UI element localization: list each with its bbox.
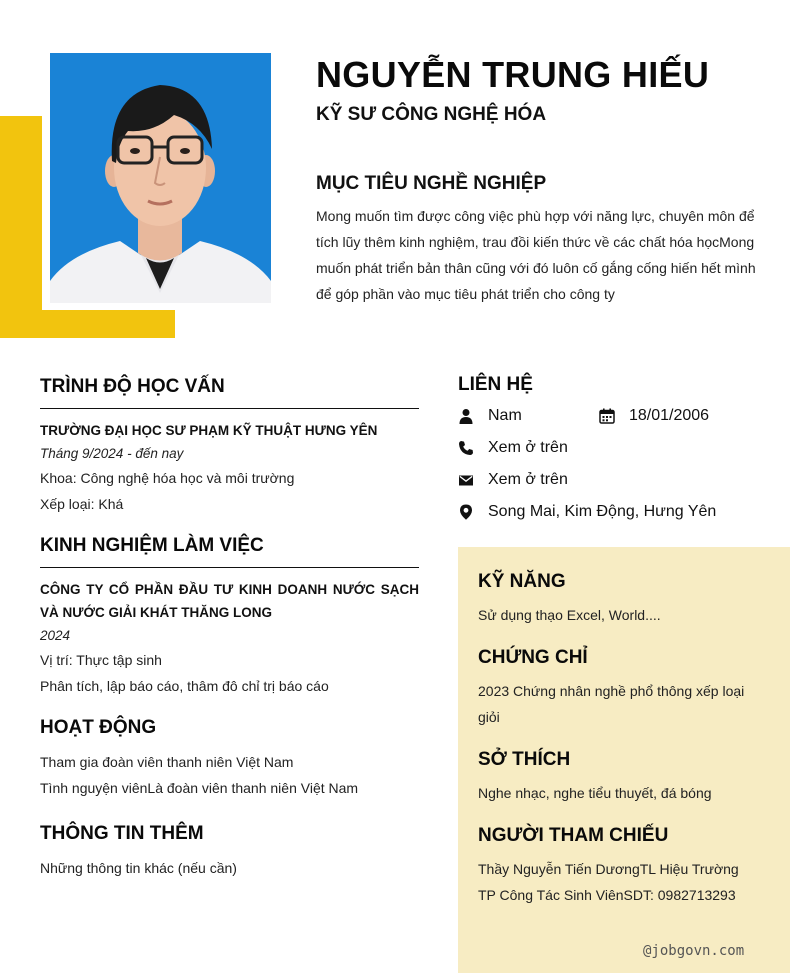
watermark: @jobgovn.com xyxy=(643,943,745,959)
gender-text: Nam xyxy=(488,407,522,424)
activities-section xyxy=(40,717,419,801)
phone-text: Xem ở trên xyxy=(488,439,568,456)
company-name: CÔNG TY CỔ PHẦN ĐẦU TƯ KINH DOANH NƯỚC SẠCH VÀ NƯỚC GIẢI KHÁT THĂNG LONG xyxy=(40,582,419,620)
contact-email xyxy=(458,469,568,491)
skills-heading: KỸ NĂNG xyxy=(478,571,566,592)
contact-birthday xyxy=(599,405,709,427)
reference-line: TP Công Tác Sinh ViênSDT: 0982713293 xyxy=(478,887,736,903)
section-divider xyxy=(40,408,419,409)
email-text: Xem ở trên xyxy=(488,471,568,488)
additional-info-section xyxy=(40,823,419,881)
skills-text: Sử dụng thạo Excel, World.... xyxy=(478,607,661,623)
person-icon xyxy=(458,408,474,424)
contact-phone xyxy=(458,437,568,459)
contact-heading: LIÊN HỆ xyxy=(458,374,533,395)
education-faculty: Khoa: Công nghệ hóa học và môi trường xyxy=(40,470,295,486)
additional-info-heading: THÔNG TIN THÊM xyxy=(40,823,204,844)
experience-period: 2024 xyxy=(40,628,71,643)
contact-address xyxy=(458,501,716,523)
additional-info-text: Những thông tin khác (nếu cần) xyxy=(40,860,237,876)
education-section xyxy=(40,376,419,517)
activities-heading: HOẠT ĐỘNG xyxy=(40,717,157,738)
job-title: KỸ SƯ CÔNG NGHỆ HÓA xyxy=(316,104,547,125)
certificates-heading: CHỨNG CHỈ xyxy=(478,647,588,668)
activity-item: Tham gia đoàn viên thanh niên Việt Nam xyxy=(40,754,294,770)
education-heading: TRÌNH ĐỘ HỌC VẤN xyxy=(40,376,225,397)
certificates-text: 2023 Chứng nhân nghề phổ thông xếp loại giỏi xyxy=(478,683,745,725)
experience-heading: KINH NGHIỆM LÀM VIỆC xyxy=(40,535,264,556)
experience-section xyxy=(40,535,419,699)
experience-position: Vị trí: Thực tập sinh xyxy=(40,652,162,668)
objective-heading: MỤC TIÊU NGHỀ NGHIỆP xyxy=(316,173,547,194)
objective-text: Mong muốn tìm được công việc phù hợp với năng lực, chuyên môn để tích lũy thêm kinh nghiệm, trau đồi kiến thức về các chất hóa họcMong muốn phát triển bản thân cũng với đó luôn cố gắng cống hiến hết mình để góp phần vào mục tiêu phát triển cho công ty xyxy=(316,208,756,302)
candidate-name: NGUYỄN TRUNG HIẾU xyxy=(316,54,710,95)
location-pin-icon xyxy=(458,504,474,520)
activity-item: Tình nguyện viênLà đoàn viên thanh niên Việt Nam xyxy=(40,780,359,796)
mail-icon xyxy=(458,472,474,488)
school-name: TRƯỜNG ĐẠI HỌC SƯ PHẠM KỸ THUẬT HƯNG YÊN xyxy=(40,423,378,438)
profile-photo xyxy=(50,53,271,303)
references-heading: NGƯỜI THAM CHIẾU xyxy=(478,825,669,846)
accent-block-vertical xyxy=(0,116,42,338)
skills-panel xyxy=(458,547,790,973)
birthday-text: 18/01/2006 xyxy=(629,407,710,424)
calendar-icon xyxy=(599,408,615,424)
section-divider xyxy=(40,567,419,568)
contact-gender xyxy=(458,405,522,427)
phone-icon xyxy=(458,440,474,456)
education-rank: Xếp loại: Khá xyxy=(40,496,124,512)
hobbies-heading: SỞ THÍCH xyxy=(478,749,571,770)
reference-line: Thầy Nguyễn Tiến DươngTL Hiệu Trường xyxy=(478,861,739,877)
experience-description: Phân tích, lập báo cáo, thâm đô chỉ trị báo cáo xyxy=(40,678,329,694)
hobbies-text: Nghe nhạc, nghe tiểu thuyết, đá bóng xyxy=(478,785,712,801)
education-period: Tháng 9/2024 - đến nay xyxy=(40,446,184,461)
accent-block-horizontal xyxy=(0,310,175,338)
address-text: Song Mai, Kim Động, Hưng Yên xyxy=(488,503,717,520)
